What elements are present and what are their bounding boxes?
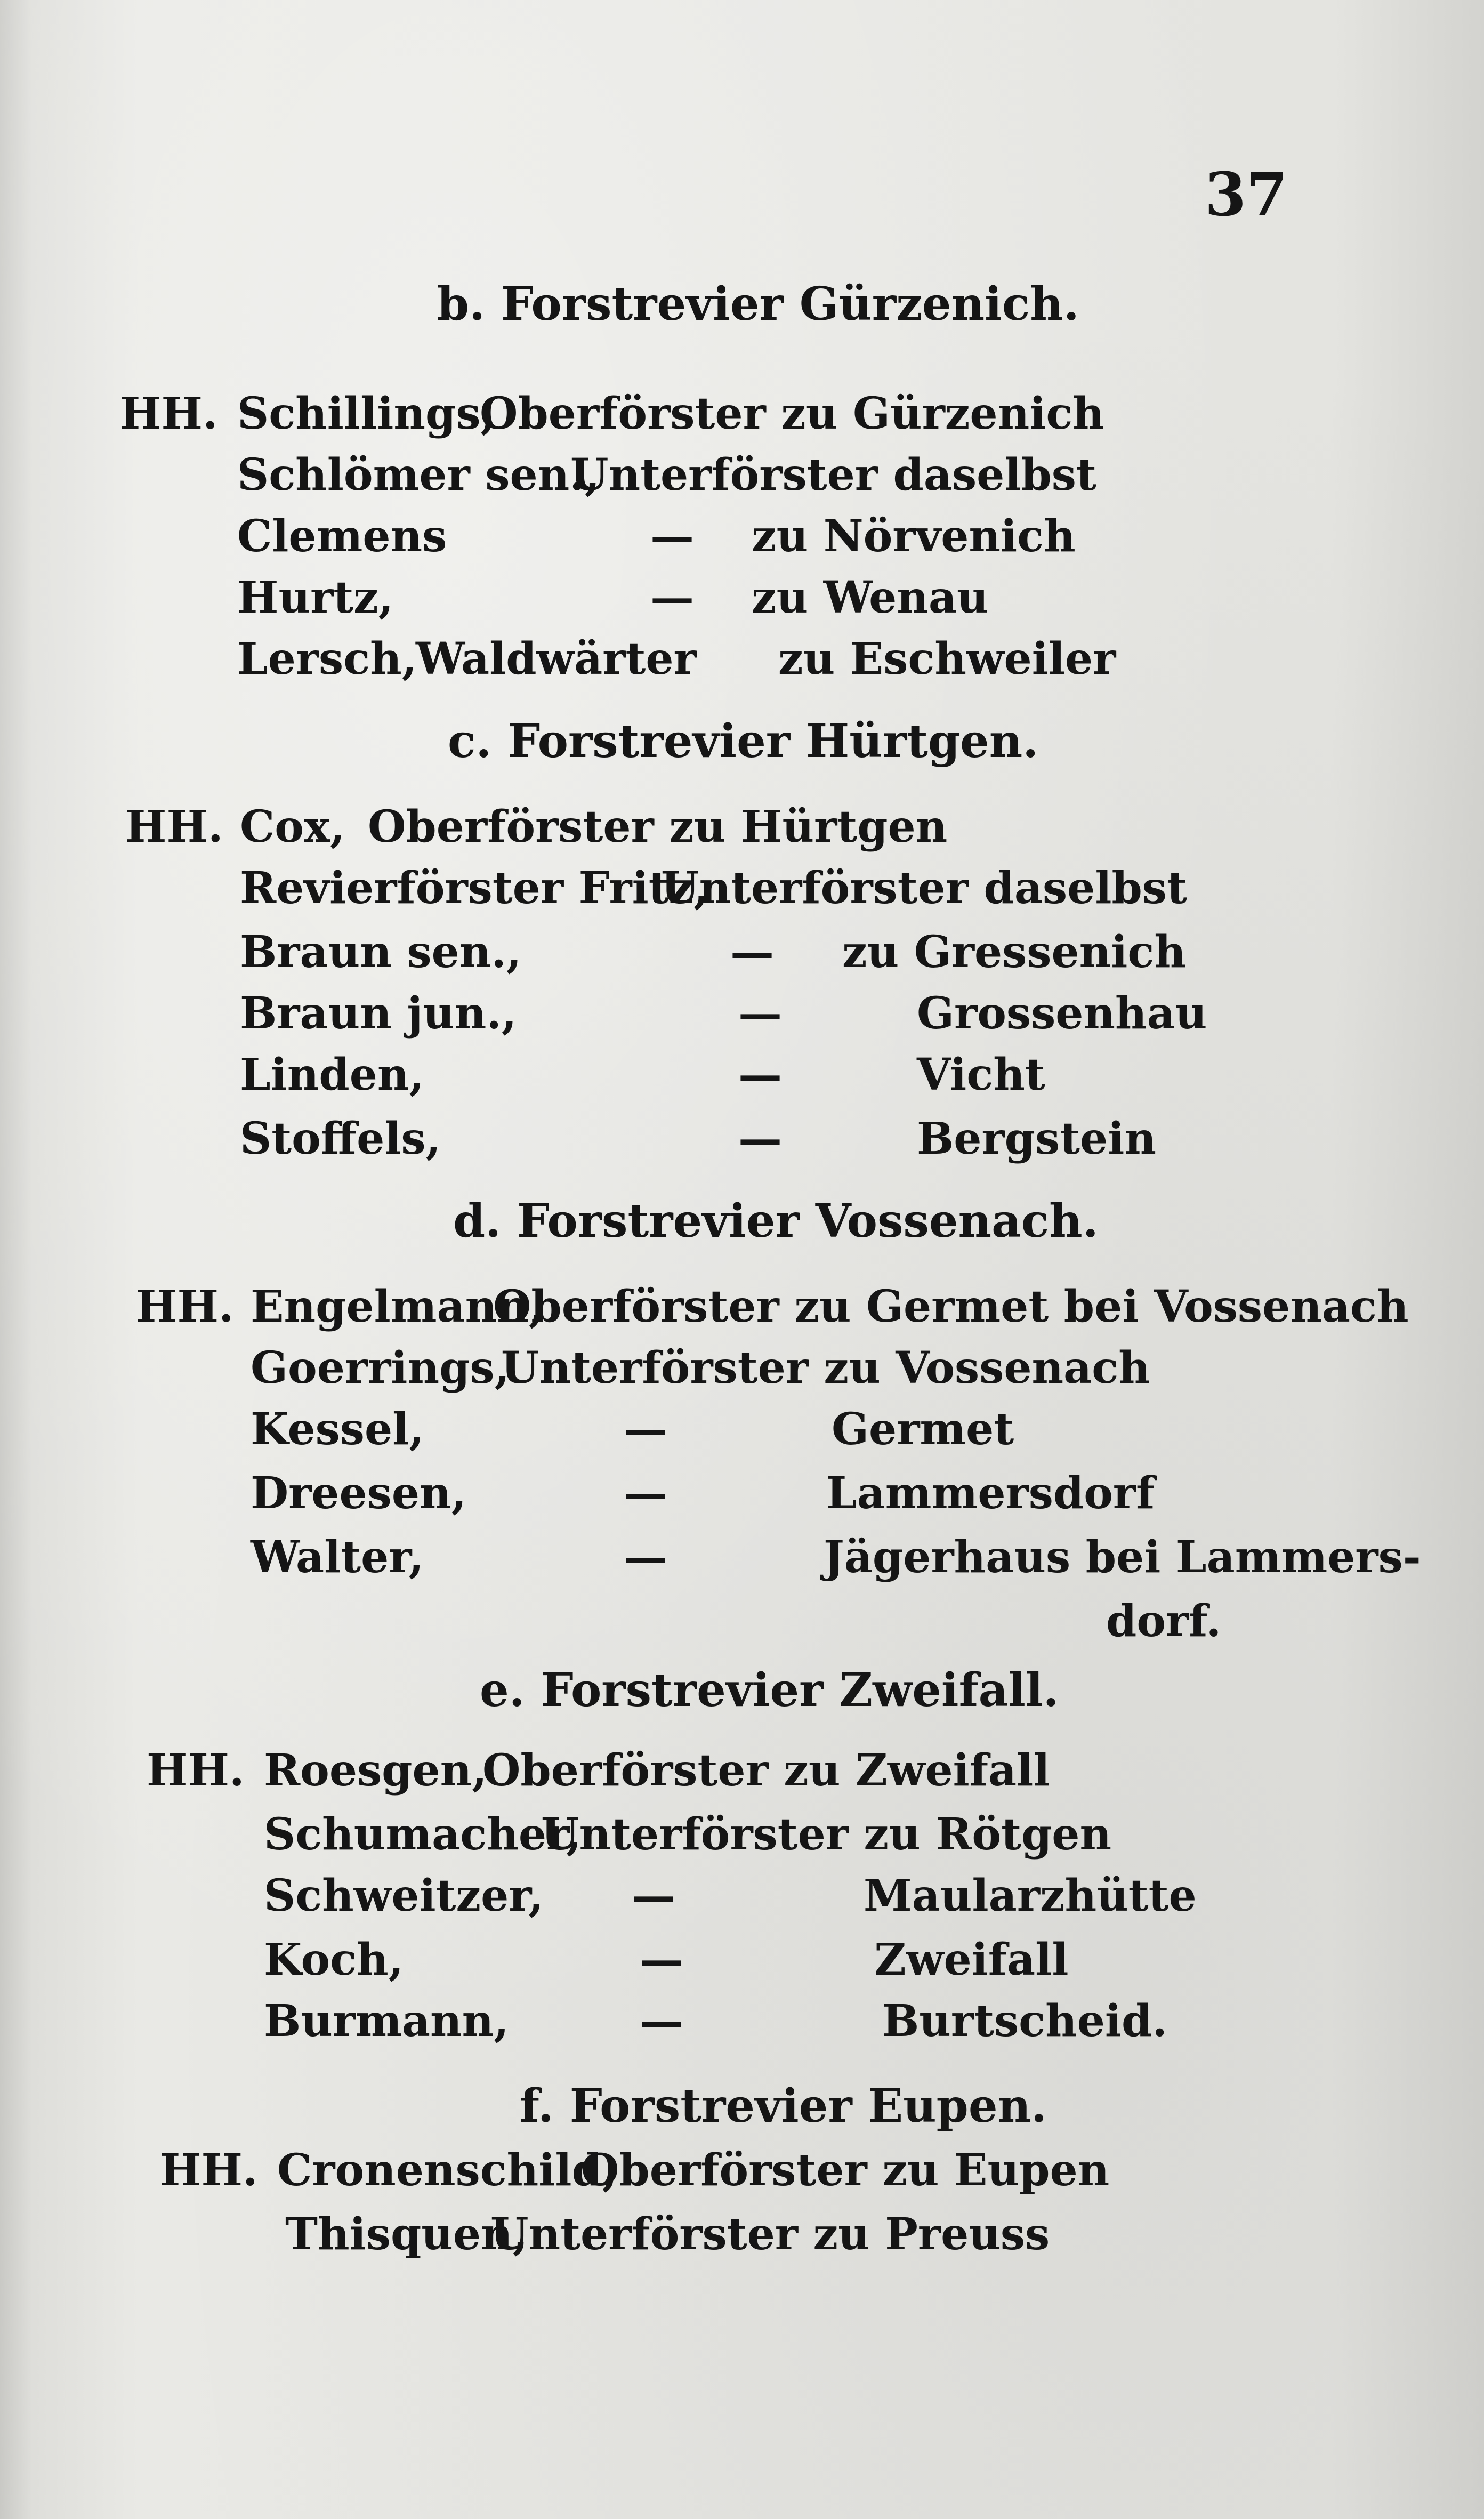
section-heading-f: f. Forstrevier Eupen.: [520, 2079, 1047, 2133]
person-role: Oberförster zu Zweifall: [482, 1745, 1050, 1796]
place-continuation: dorf.: [1106, 1596, 1222, 1647]
person-role: Oberförster zu Germet bei Vossenach: [493, 1281, 1409, 1332]
person-name: Schumacher,: [264, 1809, 582, 1860]
person-name: Linden,: [240, 1049, 425, 1100]
prefix-hh: HH.: [136, 1281, 234, 1332]
person-name: Kessel,: [251, 1404, 424, 1455]
section-heading-b: b. Forstrevier Gürzenich.: [437, 277, 1079, 331]
person-name: Braun jun.,: [240, 988, 517, 1039]
person-role: Unterförster daselbst: [570, 449, 1096, 501]
place: zu Eschweiler: [778, 633, 1116, 685]
section-heading-c: c. Forstrevier Hürtgen.: [448, 714, 1039, 768]
person-name: Thisquen,: [285, 2209, 528, 2260]
place: zu Gressenich: [842, 927, 1186, 978]
person-role: Oberförster zu Hürtgen: [368, 801, 948, 852]
dash: —: [640, 1934, 683, 1985]
person-role: Oberförster zu Eupen: [581, 2145, 1110, 2196]
person-name: Koch,: [264, 1934, 404, 1985]
place: Maularzhütte: [864, 1870, 1197, 1921]
dash: —: [632, 1870, 675, 1921]
place: zu Wenau: [752, 572, 989, 623]
place: Grossenhau: [917, 988, 1207, 1039]
dash: —: [650, 511, 694, 562]
person-name: Revierförster Fritz,: [240, 863, 709, 914]
person-role: Oberförster zu Gürzenich: [480, 388, 1104, 439]
person-name: Dreesen,: [251, 1468, 467, 1519]
person-name: Braun sen.,: [240, 927, 522, 978]
person-role: Unterförster zu Rötgen: [541, 1809, 1112, 1860]
person-name: Roesgen,: [264, 1745, 487, 1796]
person-name: Stoffels,: [240, 1113, 441, 1164]
dash: —: [738, 1049, 782, 1100]
place: Burtscheid.: [882, 1995, 1167, 2047]
person-name: Cox,: [240, 801, 345, 852]
dash: —: [624, 1532, 667, 1583]
prefix-hh: HH.: [160, 2145, 258, 2196]
person-name: Goerrings,: [251, 1342, 510, 1394]
place: Lammersdorf: [826, 1468, 1155, 1519]
prefix-hh: HH.: [147, 1745, 245, 1796]
page-number: 37: [1205, 160, 1288, 230]
person-role: Waldwärter: [416, 633, 697, 685]
person-name: Hurtz,: [237, 572, 394, 623]
person-role: Unterförster daselbst: [661, 863, 1187, 914]
person-name: Schillings,: [237, 388, 496, 439]
prefix-hh: HH.: [120, 388, 218, 439]
place: Germet: [832, 1404, 1014, 1455]
dash: —: [650, 572, 694, 623]
place: Zweifall: [874, 1934, 1069, 1985]
dash: —: [640, 1995, 683, 2047]
person-name: Cronenschild,: [277, 2145, 618, 2196]
dash: —: [738, 1113, 782, 1164]
dash: —: [624, 1404, 667, 1455]
section-heading-d: d. Forstrevier Vossenach.: [453, 1194, 1099, 1248]
dash: —: [738, 988, 782, 1039]
section-heading-e: e. Forstrevier Zweifall.: [480, 1663, 1059, 1717]
place: Jägerhaus bei Lammers-: [824, 1532, 1421, 1583]
person-role: Unterförster zu Vossenach: [501, 1342, 1150, 1394]
person-name: Schlömer sen.,: [237, 449, 600, 501]
person-role: Unterförster zu Preuss: [490, 2209, 1050, 2260]
person-name: Schweitzer,: [264, 1870, 544, 1921]
dash: —: [730, 927, 774, 978]
place: Bergstein: [917, 1113, 1156, 1164]
place: Vicht: [917, 1049, 1045, 1100]
place: zu Nörvenich: [752, 511, 1076, 562]
dash: —: [624, 1468, 667, 1519]
prefix-hh: HH.: [125, 801, 223, 852]
person-name: Walter,: [251, 1532, 424, 1583]
person-name: Burmann,: [264, 1995, 509, 2047]
person-name: Lersch,: [237, 633, 417, 685]
person-name: Clemens: [237, 511, 447, 562]
person-name: Engelmann,: [251, 1281, 544, 1332]
